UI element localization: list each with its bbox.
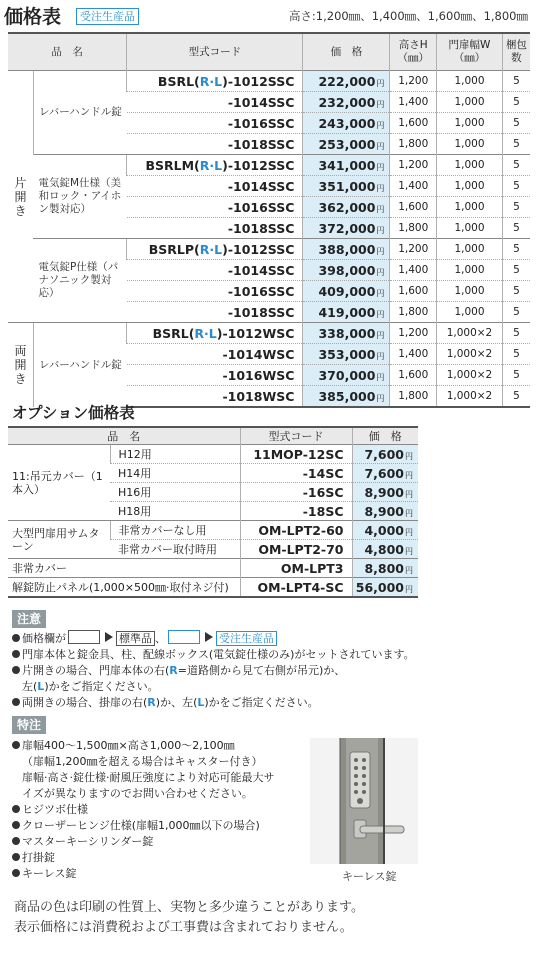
code-prefix: BSRL( (152, 325, 195, 341)
yen-unit: 円 (376, 267, 385, 277)
height-cell: 1,600 (390, 197, 437, 218)
arrow-right-icon (205, 632, 213, 642)
price-value: 362,000 (318, 199, 376, 215)
model-code-cell (127, 155, 303, 176)
header-height: 高さH（㎜） (390, 33, 437, 71)
model-code-cell (127, 113, 303, 134)
model-code-cell (127, 260, 303, 281)
note-line: 両開きの場合、掛扉の右(R)か、左(L)かをご指定ください。 (12, 695, 532, 711)
width-cell: 1,000 (437, 218, 503, 239)
option-variant-cell: H18用 (110, 502, 240, 521)
special-line: キーレス錠 (12, 866, 312, 882)
code-rl: R·L (194, 325, 217, 341)
option-variant-cell: H12用 (110, 445, 240, 464)
height-cell: 1,600 (390, 281, 437, 302)
yen-unit: 円 (376, 141, 385, 151)
qty-cell: 5 (502, 92, 530, 113)
yen-unit: 円 (376, 351, 385, 361)
yen-unit: 円 (376, 246, 385, 256)
option-variant-cell: 非常カバー取付時用 (110, 540, 240, 559)
model-code-cell (127, 176, 303, 197)
price-cell (303, 239, 390, 260)
code-suffix: -1016SSC (227, 283, 295, 299)
option-code-cell: -14SC (240, 464, 352, 483)
option-price-cell (352, 502, 418, 521)
price-value: 388,000 (318, 241, 376, 257)
price-value: 372,000 (318, 220, 376, 236)
code-suffix: )-1012SSC (222, 73, 295, 89)
blue-box-icon (168, 630, 200, 644)
height-cell: 1,600 (390, 113, 437, 134)
yen-unit: 円 (405, 508, 413, 518)
option-code-cell: OM-LPT4-SC (240, 578, 352, 598)
yen-unit: 円 (376, 120, 385, 130)
yen-unit: 円 (376, 393, 385, 403)
option-group-cell: 11:吊元カバー（1本入） (8, 445, 110, 521)
model-code-cell (127, 365, 303, 386)
code-rl: R·L (199, 73, 223, 89)
yen-unit: 円 (376, 225, 385, 235)
yen-unit: 円 (376, 204, 385, 214)
option-price-cell (352, 445, 418, 464)
made-to-order-badge: 受注生産品 (76, 8, 139, 25)
code-suffix: -1016SSC (227, 115, 295, 131)
height-cell: 1,400 (390, 92, 437, 113)
bullet-icon (12, 821, 20, 829)
model-code-cell (127, 134, 303, 155)
price-value: 4,000 (364, 522, 404, 538)
price-value: 253,000 (318, 136, 376, 152)
option-row (8, 521, 530, 540)
width-cell: 1,000 (437, 134, 503, 155)
photo-caption: キーレス錠 (342, 870, 397, 883)
model-code-cell (127, 92, 303, 113)
code-suffix: -1016SSC (227, 199, 295, 215)
code-suffix: -1014WSC (222, 346, 295, 362)
price-value: 222,000 (318, 73, 376, 89)
price-cell (303, 176, 390, 197)
code-prefix: BSRLP( (148, 241, 200, 257)
code-prefix: BSRLM( (145, 157, 200, 173)
arrow-right-icon (105, 632, 113, 642)
price-value: 56,000 (355, 579, 404, 595)
price-value: 353,000 (318, 346, 376, 362)
code-suffix: -1018WSC (222, 388, 295, 404)
header-width: 門扉幅W（㎜） (437, 33, 503, 71)
yen-unit: 円 (376, 99, 385, 109)
width-cell: 1,000×2 (437, 365, 503, 386)
width-cell: 1,000 (437, 302, 503, 323)
bullet-icon (12, 869, 20, 877)
table-header-row (8, 33, 530, 71)
yen-unit: 円 (376, 330, 385, 340)
lock-type-cell: レバーハンドル錠 (33, 71, 126, 155)
price-value: 8,900 (364, 503, 404, 519)
special-line: ヒジツボ仕様 (12, 802, 312, 818)
width-cell: 1,000 (437, 92, 503, 113)
price-cell (303, 260, 390, 281)
model-code-cell (127, 386, 303, 408)
price-cell (303, 302, 390, 323)
keyless-lock-photo (310, 738, 418, 864)
price-cell (303, 113, 390, 134)
option-row (8, 578, 530, 598)
qty-cell: 5 (502, 134, 530, 155)
table-row (8, 71, 530, 92)
qty-cell: 5 (502, 239, 530, 260)
model-code-cell (127, 197, 303, 218)
height-cell: 1,400 (390, 344, 437, 365)
width-cell: 1,000 (437, 197, 503, 218)
code-suffix: -1018SSC (227, 220, 295, 236)
header-qty: 梱包数 (502, 33, 530, 71)
height-cell: 1,400 (390, 176, 437, 197)
option-header-code: 型式コード (240, 427, 352, 445)
yen-unit: 円 (376, 183, 385, 193)
lock-type-cell: 電気錠M仕様（美和ロック・アイホン製対応） (33, 155, 126, 239)
price-value: 338,000 (318, 325, 376, 341)
price-value: 398,000 (318, 262, 376, 278)
price-cell (303, 344, 390, 365)
special-line: イズが異なりますのでお問い合わせください。 (22, 787, 253, 800)
price-cell (303, 92, 390, 113)
special-line: 扉幅400～1,500㎜×高さ1,000～2,100㎜ (12, 738, 312, 754)
bullet-icon (12, 853, 20, 861)
option-header-name: 品 名 (8, 427, 240, 445)
option-price-cell (352, 559, 418, 578)
width-cell: 1,000 (437, 176, 503, 197)
height-cell: 1,800 (390, 386, 437, 408)
qty-cell: 5 (502, 386, 530, 408)
bullet-icon (12, 837, 20, 845)
qty-cell: 5 (502, 155, 530, 176)
price-value: 341,000 (318, 157, 376, 173)
price-cell (303, 218, 390, 239)
width-cell: 1,000 (437, 260, 503, 281)
special-line: 扉幅·高さ·錠仕様·耐風圧強度により対応可能最大サ (22, 771, 275, 784)
option-row (8, 445, 530, 464)
special-line: 打掛錠 (12, 850, 312, 866)
option-group-cell: 大型門扉用サムターン (8, 521, 110, 559)
option-variant-cell: H16用 (110, 483, 240, 502)
qty-cell: 5 (502, 113, 530, 134)
qty-cell: 5 (502, 197, 530, 218)
code-rl: R·L (199, 157, 223, 173)
option-code-cell: 11MOP-12SC (240, 445, 352, 464)
footer-line: 商品の色は印刷の性質上、実物と多少違うことがあります。 (14, 900, 364, 915)
yen-unit: 円 (376, 309, 385, 319)
yen-unit: 円 (405, 451, 413, 461)
qty-cell: 5 (502, 344, 530, 365)
yen-unit: 円 (405, 546, 413, 556)
price-cell (303, 134, 390, 155)
yen-unit: 円 (405, 527, 413, 537)
bullet-icon (12, 634, 20, 642)
footer-notes (14, 898, 364, 938)
width-cell: 1,000 (437, 113, 503, 134)
height-cell: 1,200 (390, 71, 437, 92)
price-value: 409,000 (318, 283, 376, 299)
width-cell: 1,000×2 (437, 386, 503, 408)
bullet-icon (12, 666, 20, 674)
notes-label: 注意 (12, 610, 46, 628)
special-order-block (12, 738, 312, 882)
height-cell: 1,800 (390, 134, 437, 155)
model-code-cell (127, 344, 303, 365)
price-value: 370,000 (318, 367, 376, 383)
price-value: 232,000 (318, 94, 376, 110)
model-code-cell (127, 323, 303, 344)
qty-cell: 5 (502, 281, 530, 302)
height-cell: 1,800 (390, 218, 437, 239)
code-suffix: -1016WSC (222, 367, 295, 383)
header-price: 価 格 (303, 33, 390, 71)
code-suffix: -1014SSC (227, 262, 295, 278)
width-cell: 1,000 (437, 281, 503, 302)
note-line: 左(L)かをご指定ください。 (22, 680, 159, 693)
blank-box-icon (68, 630, 100, 644)
yen-unit: 円 (376, 372, 385, 382)
door-type-cell: 両開き (8, 323, 33, 408)
height-options-text: 高さ:1,200㎜、1,400㎜、1,600㎜、1,800㎜ (288, 9, 528, 23)
lock-type-cell: レバーハンドル錠 (33, 323, 126, 408)
special-line: マスターキーシリンダー錠 (12, 834, 312, 850)
special-order-label: 特注 (12, 716, 46, 734)
qty-cell: 5 (502, 260, 530, 281)
option-price-cell (352, 483, 418, 502)
notes-block (12, 630, 532, 711)
price-cell (303, 197, 390, 218)
price-table (8, 32, 530, 408)
page-title: 価格表 (4, 6, 62, 28)
width-cell: 1,000×2 (437, 344, 503, 365)
special-line: クローザーヒンジ仕様(扉幅1,000㎜以下の場合) (12, 818, 312, 834)
yen-unit: 円 (376, 78, 385, 88)
price-cell (303, 281, 390, 302)
lock-type-cell: 電気錠P仕様（パナソニック製対応） (33, 239, 126, 323)
note-line: 片開きの場合、門扉本体の右(R=道路側から見て右側が吊元)か、 (12, 663, 532, 679)
model-code-cell (127, 218, 303, 239)
bullet-icon (12, 741, 20, 749)
header-code: 型式コード (127, 33, 303, 71)
code-suffix: -1018SSC (227, 304, 295, 320)
table-row (8, 155, 530, 176)
height-cell: 1,200 (390, 239, 437, 260)
special-line: （扉幅1,200㎜を超える場合はキャスター付き） (22, 755, 263, 768)
qty-cell: 5 (502, 323, 530, 344)
option-name-cell: 非常カバー (8, 559, 240, 578)
option-code-cell: -18SC (240, 502, 352, 521)
price-value: 8,800 (364, 560, 404, 576)
height-cell: 1,800 (390, 302, 437, 323)
price-cell (303, 155, 390, 176)
height-cell: 1,600 (390, 365, 437, 386)
bullet-icon (12, 805, 20, 813)
price-value: 4,800 (364, 541, 404, 557)
price-value: 419,000 (318, 304, 376, 320)
width-cell: 1,000 (437, 71, 503, 92)
yen-unit: 円 (376, 162, 385, 172)
model-code-cell (127, 281, 303, 302)
price-value: 8,900 (364, 484, 404, 500)
option-variant-cell: 非常カバーなし用 (110, 521, 240, 540)
option-price-cell (352, 521, 418, 540)
qty-cell: 5 (502, 71, 530, 92)
width-cell: 1,000 (437, 239, 503, 260)
option-header-price: 価 格 (352, 427, 418, 445)
option-price-cell (352, 578, 418, 598)
option-price-cell (352, 540, 418, 559)
qty-cell: 5 (502, 218, 530, 239)
price-value: 7,600 (364, 465, 404, 481)
height-cell: 1,200 (390, 155, 437, 176)
price-cell (303, 71, 390, 92)
model-code-cell (127, 302, 303, 323)
option-variant-cell: H14用 (110, 464, 240, 483)
table-row (8, 239, 530, 260)
yen-unit: 円 (405, 565, 413, 575)
option-price-cell (352, 464, 418, 483)
height-cell: 1,200 (390, 323, 437, 344)
option-table-title: オプション価格表 (12, 404, 135, 422)
option-header-row (8, 427, 530, 445)
header-name: 品 名 (8, 33, 127, 71)
note-line: 門扉本体と錠金具、柱、配線ボックス(電気錠仕様のみ)がセットされています。 (12, 647, 532, 663)
price-cell (303, 323, 390, 344)
price-cell (303, 365, 390, 386)
code-prefix: BSRL( (157, 73, 200, 89)
price-value: 243,000 (318, 115, 376, 131)
option-code-cell: OM-LPT2-60 (240, 521, 352, 540)
footer-line: 表示価格には消費税および工事費は含まれておりません。 (14, 920, 353, 935)
yen-unit: 円 (405, 470, 413, 480)
code-suffix: -1014SSC (227, 178, 295, 194)
bullet-icon (12, 650, 20, 658)
option-row (8, 559, 530, 578)
code-suffix: -1018SSC (227, 136, 295, 152)
price-cell (303, 386, 390, 408)
yen-unit: 円 (376, 288, 385, 298)
note-line: 価格欄が 標準品 、 受注生産品 (12, 630, 532, 647)
option-name-cell: 解錠防止パネル(1,000×500㎜·取付ネジ付) (8, 578, 240, 598)
code-suffix: )-1012WSC (216, 325, 295, 341)
option-code-cell: OM-LPT3 (240, 559, 352, 578)
qty-cell: 5 (502, 176, 530, 197)
price-value: 385,000 (318, 388, 376, 404)
model-code-cell (127, 239, 303, 260)
code-suffix: )-1012SSC (222, 241, 295, 257)
table-row (8, 323, 530, 344)
option-price-table (8, 426, 530, 598)
bullet-icon (12, 698, 20, 706)
door-type-cell: 片開き (8, 71, 33, 323)
height-cell: 1,400 (390, 260, 437, 281)
price-value: 7,600 (364, 446, 404, 462)
qty-cell: 5 (502, 302, 530, 323)
price-value: 351,000 (318, 178, 376, 194)
width-cell: 1,000 (437, 155, 503, 176)
model-code-cell (127, 71, 303, 92)
option-code-cell: -16SC (240, 483, 352, 502)
code-suffix: -1014SSC (227, 94, 295, 110)
qty-cell: 5 (502, 365, 530, 386)
code-suffix: )-1012SSC (222, 157, 295, 173)
code-rl: R·L (199, 241, 223, 257)
yen-unit: 円 (405, 584, 413, 594)
yen-unit: 円 (405, 489, 413, 499)
option-code-cell: OM-LPT2-70 (240, 540, 352, 559)
width-cell: 1,000×2 (437, 323, 503, 344)
